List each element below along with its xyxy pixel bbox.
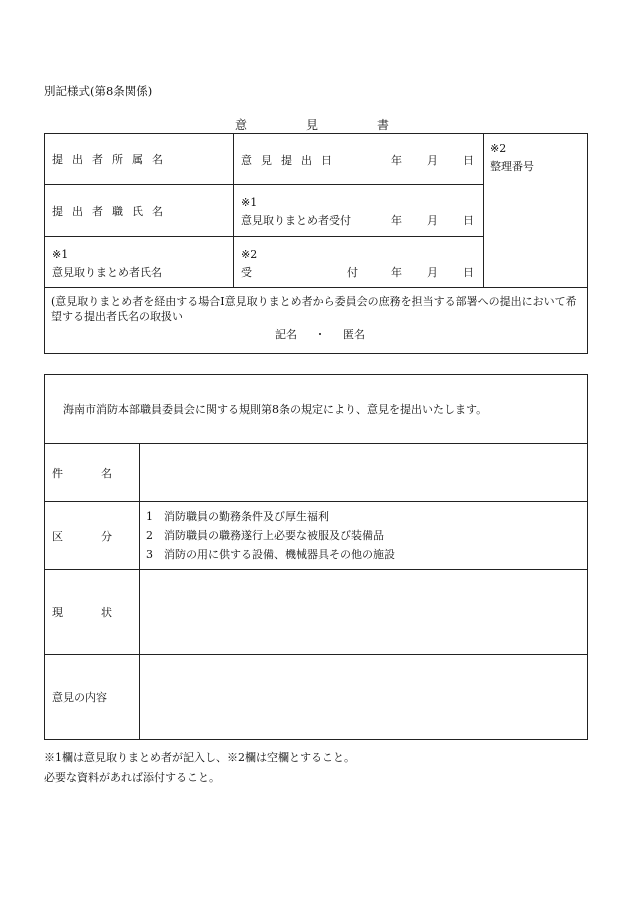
note2-mark: ※2 <box>241 248 258 261</box>
option-named[interactable]: 記名 <box>275 328 297 341</box>
category-label-cell <box>45 502 140 570</box>
reference-number-label: 整理番号 <box>490 160 534 173</box>
note1-mark: ※1 <box>52 248 69 261</box>
year-label: 年 <box>391 266 402 279</box>
day-label: 日 <box>463 214 474 227</box>
submitter-name-label-cell <box>45 185 234 237</box>
opinion-label-cell <box>45 655 140 740</box>
footer-note-2: 必要な資料があれば添付すること。 <box>44 771 220 784</box>
status-label-char-2: 状 <box>101 606 112 619</box>
day-label: 日 <box>463 154 474 167</box>
category-option-3[interactable]: 3 消防の用に供する設備、機械器具その他の施設 <box>146 548 395 561</box>
form-caption: 別記様式(第8条関係) <box>44 84 153 98</box>
statement-cell <box>45 375 588 444</box>
category-option-1[interactable]: 1 消防職員の勤務条件及び厚生福利 <box>146 510 329 523</box>
option-anonymous[interactable]: 匿名 <box>343 328 365 341</box>
opinion-table <box>44 374 588 740</box>
month-label: 月 <box>427 154 438 167</box>
day-label: 日 <box>463 266 474 279</box>
received-label-right: 付 <box>347 266 358 279</box>
title-char-3: 書 <box>377 118 390 132</box>
category-option-2[interactable]: 2 消防職員の職務遂行上必要な被服及び装備品 <box>146 529 384 542</box>
subject-label-char-2: 名 <box>101 466 112 480</box>
subject-label-char-1: 件 <box>52 466 63 480</box>
coordinator-received-cell[interactable] <box>234 185 484 237</box>
received-label-left: 受 <box>241 266 252 279</box>
submitter-info-table <box>44 133 588 354</box>
name-handling-text: (意見取りまとめ者を経由する場合Ⅰ意見取りまとめ者から委員会の庶務を担当する部署への提出において希望する提出者氏名の取扱い <box>51 295 577 323</box>
category-label-char-2: 分 <box>101 529 112 543</box>
title-char-2: 見 <box>306 118 319 132</box>
submitter-affiliation-label: 提出者所属名 <box>52 153 172 166</box>
reference-number-cell[interactable] <box>484 134 588 288</box>
status-input-cell[interactable] <box>140 570 588 655</box>
submitter-affiliation-label-cell <box>45 134 234 185</box>
category-label-char-1: 区 <box>52 529 63 543</box>
name-handling-options <box>275 326 365 342</box>
opinion-input-cell[interactable] <box>140 655 588 740</box>
year-label: 年 <box>391 214 402 227</box>
option-separator: ・ <box>314 328 326 341</box>
coordinator-received-label: 意見取りまとめ者受付 <box>241 214 351 227</box>
status-label-char-1: 現 <box>52 606 63 619</box>
note2-mark: ※2 <box>490 142 507 155</box>
submitter-name-label: 提出者職氏名 <box>52 204 172 218</box>
statement-text: 海南市消防本部職員委員会に関する規則第8条の規定により、意見を提出いたします。 <box>63 403 488 416</box>
status-label-cell <box>45 570 140 655</box>
submission-date-label: 意見提出日 <box>241 154 341 167</box>
opinion-label: 意見の内容 <box>52 691 107 704</box>
month-label: 月 <box>427 214 438 227</box>
reception-date-cell[interactable] <box>234 237 484 288</box>
year-label: 年 <box>391 154 402 167</box>
name-handling-cell[interactable] <box>45 288 588 354</box>
note1-mark: ※1 <box>241 196 258 209</box>
footer-note-1: ※1欄は意見取りまとめ者が記入し、※2欄は空欄とすること。 <box>44 751 355 764</box>
subject-label-cell <box>45 444 140 502</box>
coordinator-name-cell[interactable] <box>45 237 234 288</box>
coordinator-name-label: 意見取りまとめ者氏名 <box>52 266 162 279</box>
subject-input-cell[interactable] <box>140 444 588 502</box>
title-char-1: 意 <box>235 118 248 132</box>
category-options-cell[interactable] <box>140 502 588 570</box>
month-label: 月 <box>427 266 438 279</box>
submission-date-cell[interactable] <box>234 134 484 185</box>
